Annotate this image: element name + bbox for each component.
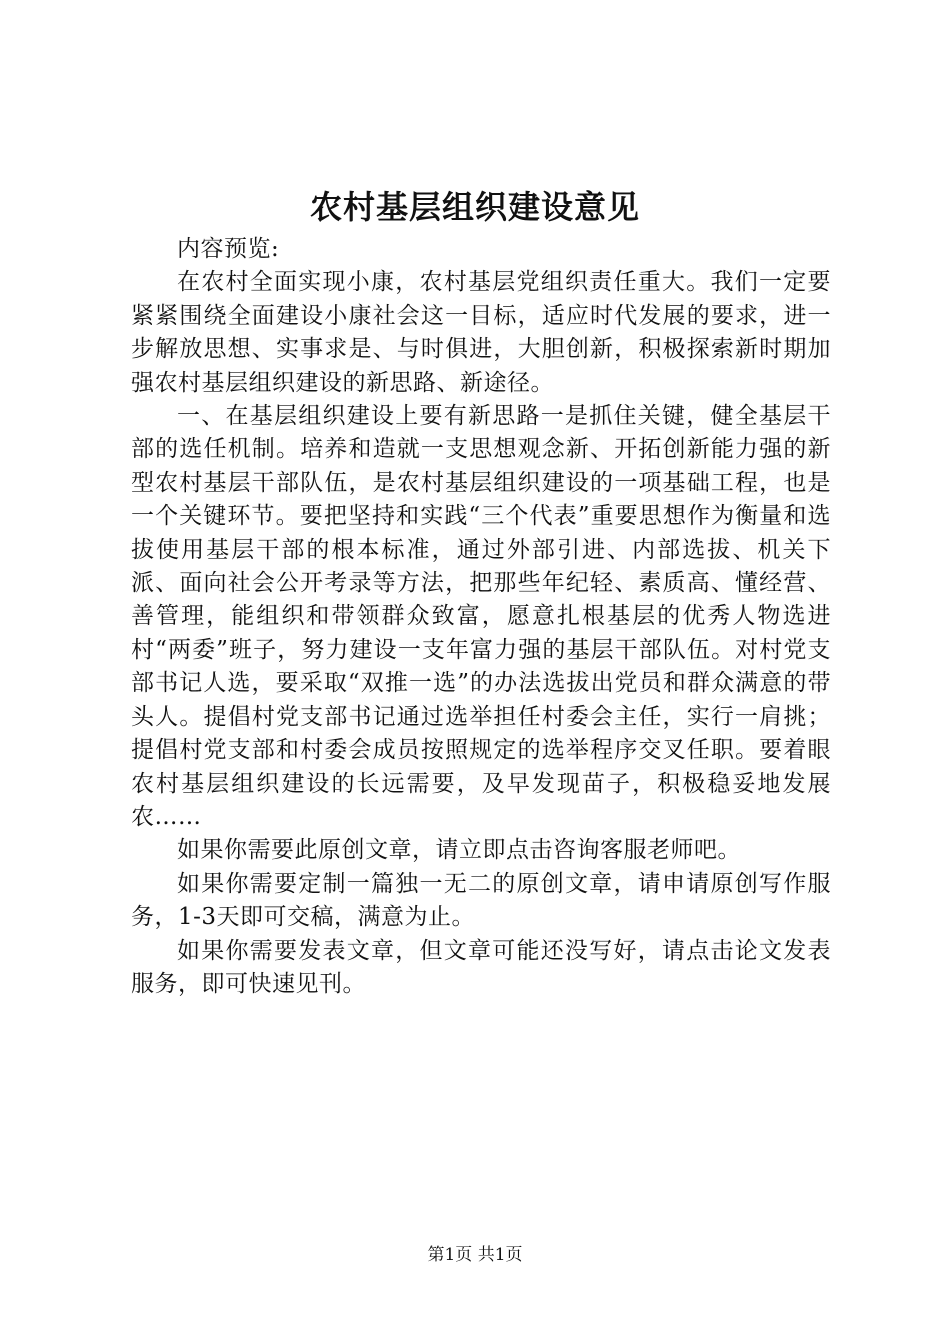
preview-label: 内容预览: xyxy=(177,236,280,262)
paragraph-intro: 在农村全面实现小康，农村基层党组织责任重大。我们一定要紧紧围绕全面建设小康社会这一目标，适应时代发展的要求，进一步解放思想、实事求是、与时俱进，大胆创新，积极探索新时期加强农村基层组织建设的新思路、新途径。 xyxy=(131,269,831,396)
paragraph-consult-link[interactable]: 如果你需要此原创文章，请立即点击咨询客服老师吧。 xyxy=(177,837,741,864)
paragraph-publish-link[interactable]: 如果你需要发表文章，但文章可能还没写好，请点击论文发表服务，即可快速见刊。 xyxy=(131,937,831,997)
document-body xyxy=(131,233,831,1001)
document-title: 农村基层组织建设意见 xyxy=(309,188,640,226)
page-footer: 第1页 共1页 xyxy=(427,1245,523,1265)
paragraph-custom-writing-link[interactable]: 如果你需要定制一篇独一无二的原创文章，请申请原创写作服务，1-3天即可交稿，满意为止。 xyxy=(131,870,831,931)
paragraph-section-one: 一、在基层组织建设上要有新思路一是抓住关键，健全基层干部的选任机制。培养和造就一支思想观念新、开拓创新能力强的新型农村基层干部队伍，是农村基层组织建设的一项基础工程，也是一个关键环节。要把坚持和实践“三个代表”重要思想作为衡量和选拔使用基层干部的根本标准，通过外部引进、内部选拔、机关下派、面向社会公开考录等方法，把那些年纪轻、素质高、懂经营、善管理，能组织和带领群众致富，愿意扎根基层的优秀人物选进村“两委”班子，努力建设一支年富力强的基层干部队伍。对村党支部书记人选，要采取“双推一选”的办法选拔出党员和群众满意的带头人。提倡村党支部书记通过选举担任村委会主任，实行一肩挑；提倡村党支部和村委会成员按照规定的选举程序交叉任职。要着眼农村基层组织建设的长远需要，及早发现苗子，积极稳妥地发展农…… xyxy=(131,403,831,830)
